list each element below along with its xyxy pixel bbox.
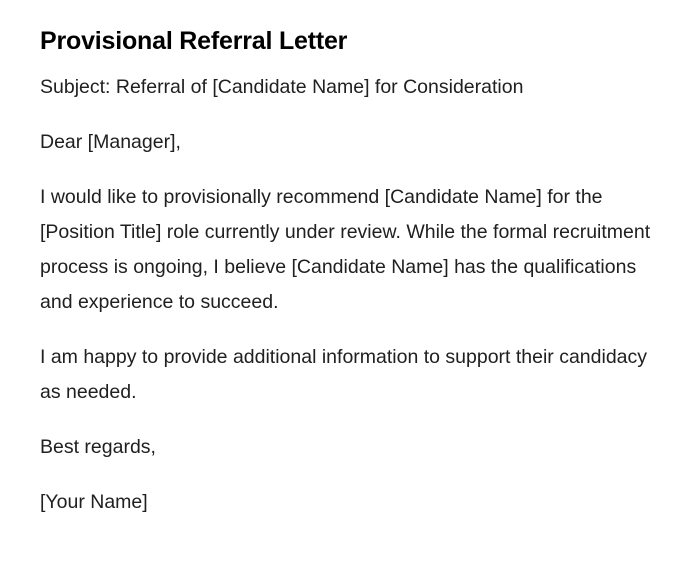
letter-document bbox=[40, 24, 660, 520]
greeting: Dear [Manager], bbox=[40, 131, 181, 153]
subject-line: Subject: Referral of [Candidate Name] for Consideration bbox=[40, 76, 524, 98]
letter-title: Provisional Referral Letter bbox=[40, 27, 348, 55]
body-paragraph-offer: I am happy to provide additional information to support their candidacy as needed. bbox=[40, 346, 648, 403]
signature-placeholder: [Your Name] bbox=[40, 491, 148, 513]
body-paragraph-recommendation: I would like to provisionally recommend [Candidate Name] for the [Position Title] role currently under review. While the formal recruitment process is ongoing, I believe [Candidate Name] has the qualifications and experience to succeed. bbox=[40, 186, 651, 313]
closing-line: Best regards, bbox=[40, 436, 156, 458]
